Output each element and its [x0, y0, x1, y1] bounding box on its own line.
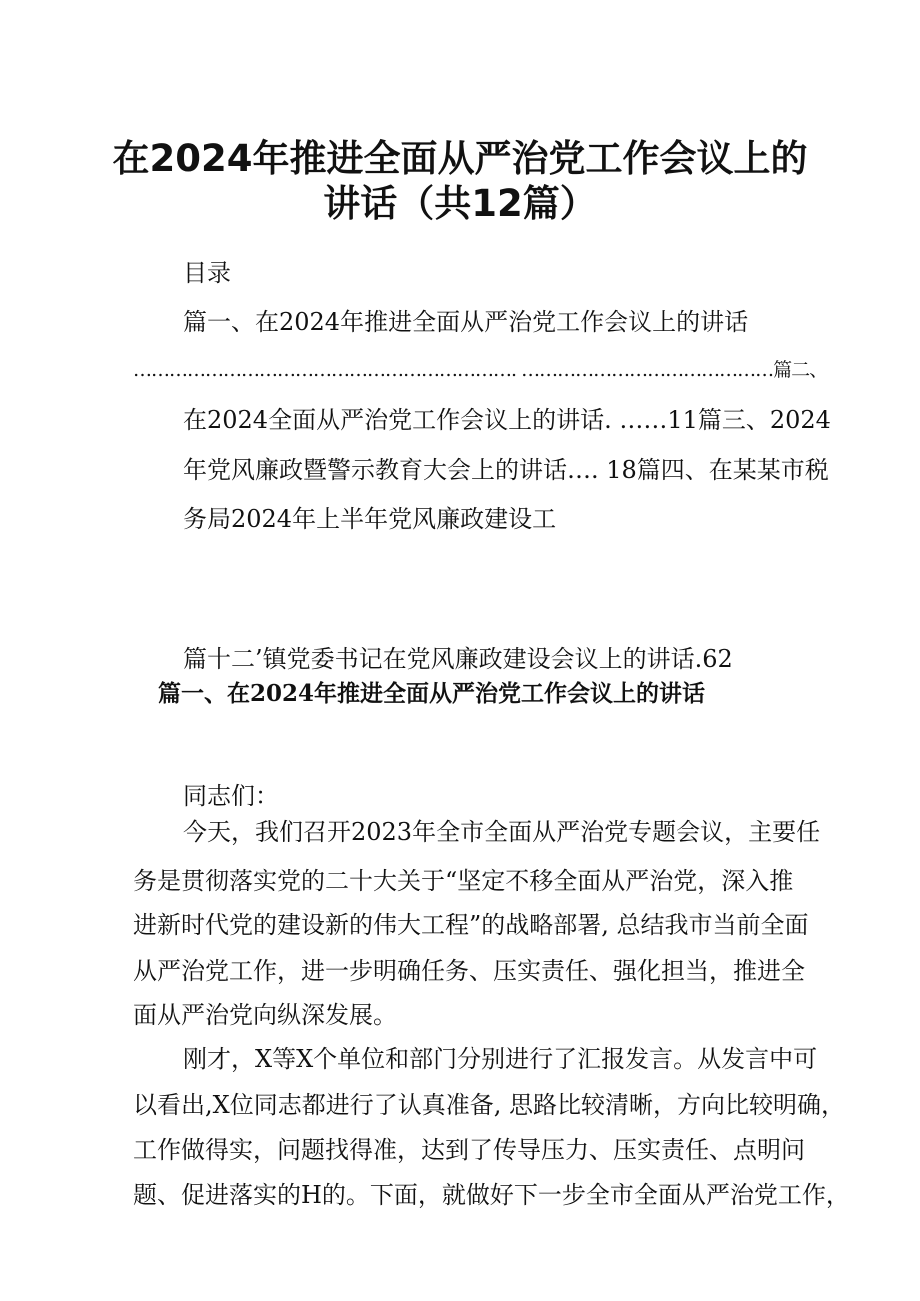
paragraph-line: 题、促进落实的H的。下面，就做好下一步全市全面从严治党工作， [133, 1181, 850, 1209]
greeting: 同志们： [183, 782, 279, 810]
paragraph-line: 以看出,X位同志都进行了认真准备, 思路比较清晰，方向比较明确， [133, 1091, 845, 1119]
paragraph-line: 工作做得实，问题找得准，达到了传导压力、压实责任、点明问 [133, 1136, 805, 1164]
paragraph-line: 刚才，X等X个单位和部门分别进行了汇报发言。从发言中可 [183, 1045, 818, 1073]
paragraph-line: 面从严治党向纵深发展。 [133, 1001, 397, 1029]
toc-line: 篇十二’镇党委书记在党风廉政建设会议上的讲话.62 [183, 645, 733, 673]
section-heading: 篇一、在2024年推进全面从严治党工作会议上的讲话 [158, 680, 706, 707]
toc-line: 篇一、在2024年推进全面从严治党工作会议上的讲话 [183, 308, 749, 336]
paragraph-line: 务是贯彻落实党的二十大关于“坚定不移全面从严治党，深入推 [133, 867, 794, 895]
toc-line: 年党风廉政暨警示教育大会上的讲话…. 18篇四、在某某市税 [183, 456, 829, 484]
document-title-line-1: 在2024年推进全面从严治党工作会议上的 [112, 137, 808, 180]
toc-line: 务局2024年上半年党风廉政建设工 [183, 505, 557, 533]
document-title-line-2: 讲话（共12篇） [323, 182, 597, 225]
paragraph-line: 进新时代党的建设新的伟大工程”的战略部署, 总结我市当前全面 [133, 911, 809, 939]
toc-line: 在2024全面从严治党工作会议上的讲话. ……11篇三、2024 [183, 406, 831, 434]
toc-heading: 目录 [183, 259, 231, 287]
toc-line: ………………………………………………………. ……………………………………篇二、 [133, 359, 828, 381]
paragraph-line: 从严治党工作，进一步明确任务、压实责任、强化担当，推进全 [133, 957, 805, 985]
paragraph-line: 今天，我们召开2023年全市全面从严治党专题会议，主要任 [183, 818, 821, 846]
